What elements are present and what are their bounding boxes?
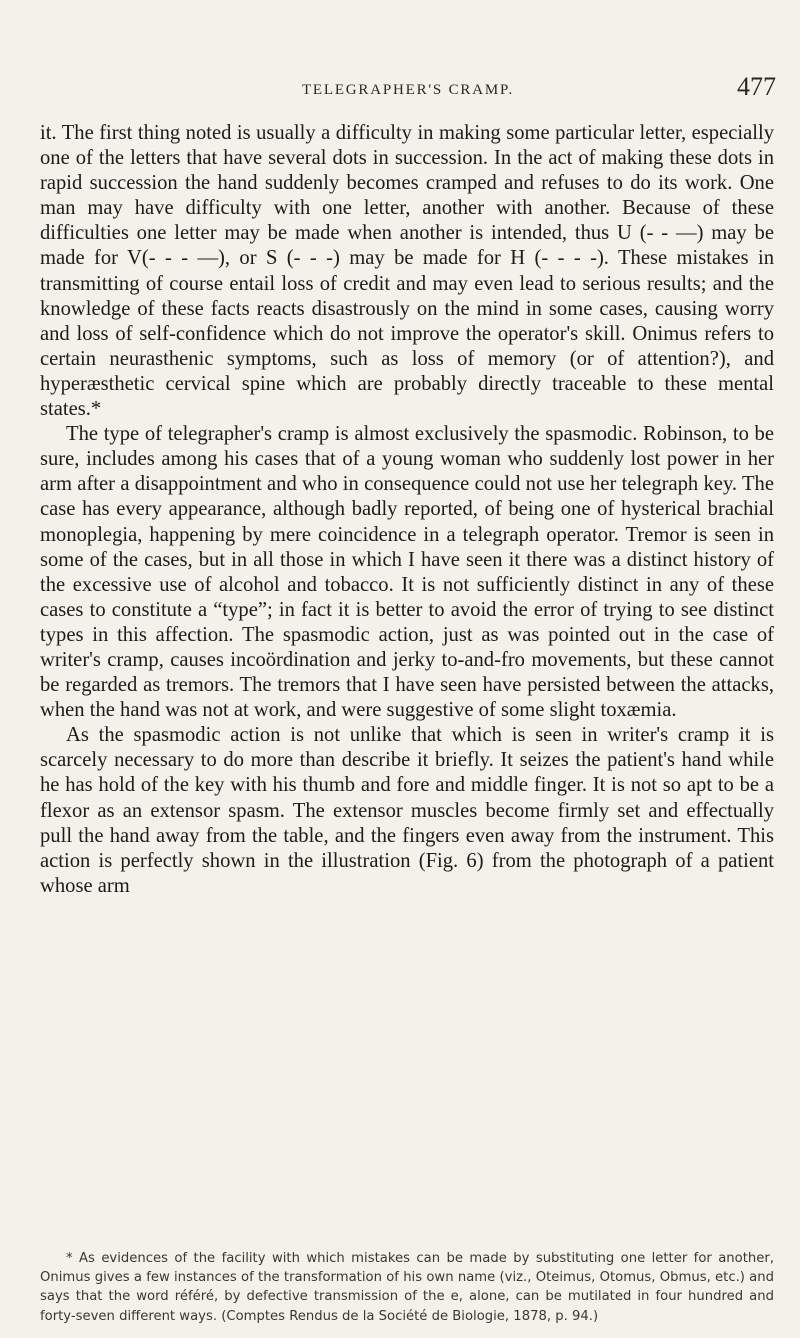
page-number: 477 <box>737 72 776 101</box>
running-title: TELEGRAPHER'S CRAMP. <box>301 82 515 98</box>
body-text <box>40 121 774 899</box>
paragraph: The type of telegrapher's cramp is almost exclusively the spasmodic. Robinson, to be sure, includes among his cases that of a young woman who suddenly lost power in her arm after a disappointment and who in consequence could not use her telegraph key. The case has every appearance, although badly reported, of being one of hysterical brachial monoplegia, happening by mere coincidence in a telegraph operator. Tremor is seen in some of the cases, but in all those in which I have seen it there was a distinct history of the excessive use of alcohol and tobacco. It is not sufficiently distinct in any of these cases to constitute a “type”; in fact it is better to avoid the error of trying to see distinct types in this affection. The spasmodic action, just as was pointed out in the case of writer's cramp, causes incoördination and jerky to-and-fro movements, but these cannot be regarded as tremors. The tremors that I have seen have persisted between the attacks, when the hand was not at work, and were suggestive of some slight toxæmia. <box>40 423 774 722</box>
paragraph: it. The first thing noted is usually a difficulty in making some particular letter, especially one of the letters that have several dots in succession. In the act of making these dots in rapid succession the hand suddenly becomes cramped and refuses to do its work. One man may have difficulty with one letter, another with another. Because of these difficulties one letter may be made when another is intended, thus U (- - —) may be made for V(- - - —), or S (- - -) may be made for H (- - - -). These mistakes in transmitting of course entail loss of credit and may even lead to serious results; and the knowledge of these facts reacts disastrously on the mind in some cases, causing worry and loss of self-confidence which do not improve the operator's skill. Onimus refers to certain neurasthenic symptoms, such as loss of memory (or of attention?), and hyperæsthetic cervical spine which are probably directly traceable to these mental states.* <box>40 122 774 421</box>
footnote: * As evidences of the facility with which mistakes can be made by substituting one letter for another, Onimus gives a few instances of the transformation of his own name (viz., Oteimus, Otomus, Obmus, etc.) and says that the word référé, by defective transmission of the e, alone, can be mutilated in four hundred and forty-seven different ways. (Comptes Rendus de la Société de Biologie, 1878, p. 94.) <box>40 1251 774 1324</box>
paragraph: As the spasmodic action is not unlike that which is seen in writer's cramp it is scarcely necessary to do more than describe it briefly. It seizes the patient's hand while he has hold of the key with his thumb and fore and middle finger. It is not so apt to be a flexor as an extensor spasm. The extensor muscles become firmly set and effectually pull the hand away from the table, and the fingers even away from the instrument. This action is perfectly shown in the illustration (Fig. 6) from the photograph of a patient whose arm <box>40 724 774 897</box>
page-header <box>40 70 776 110</box>
